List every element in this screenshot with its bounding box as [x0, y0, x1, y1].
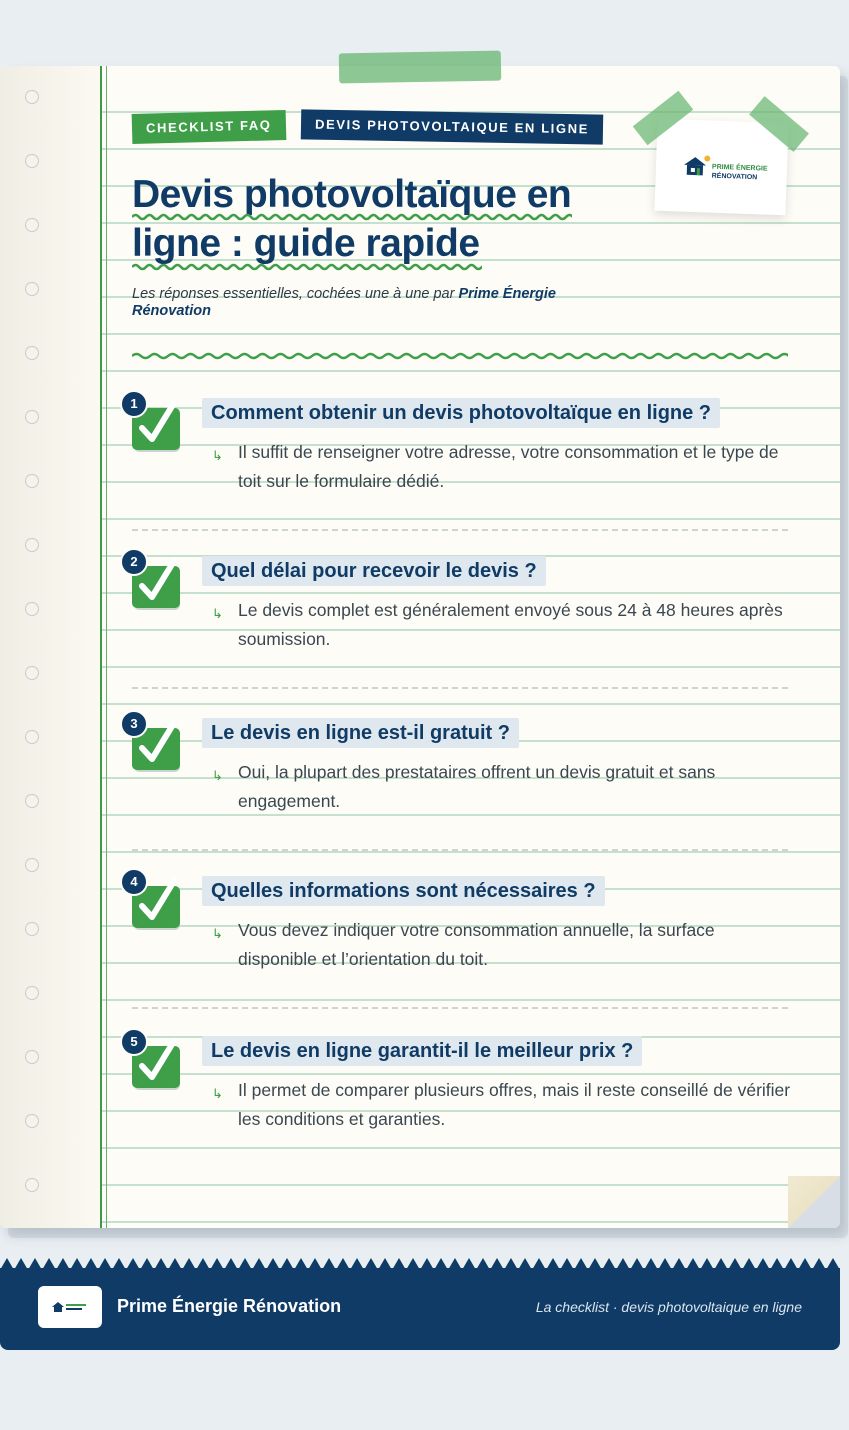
binder-hole [25, 474, 39, 488]
binder-hole [25, 346, 39, 360]
binder-hole [25, 730, 39, 744]
faq-answer: Il suffit de renseigner votre adresse, votre consommation et le type de toit sur le formulaire dédié. [238, 442, 779, 491]
subtitle-text: Les réponses essentielles, cochées une à une par [132, 286, 455, 302]
faq-divider [132, 849, 788, 851]
binder-hole [25, 90, 39, 104]
faq-answer: Oui, la plupart des prestataires offrent un devis gratuit et sans engagement. [238, 762, 716, 811]
margin-line-inner [106, 66, 107, 1228]
binder-hole [25, 1114, 39, 1128]
tag-topic: DEVIS PHOTOVOLTAIQUE EN LIGNE [301, 109, 603, 144]
section-divider-squiggle [132, 350, 788, 362]
page-fold-corner [788, 1176, 840, 1228]
item-number-badge: 3 [120, 710, 148, 738]
faq-answer: Il permet de comparer plusieurs offres, mais il reste conseillé de vérifier les conditions et garanties. [238, 1080, 791, 1129]
binder-hole [25, 922, 39, 936]
item-number-badge: 1 [120, 390, 148, 418]
binder-hole [25, 794, 39, 808]
subtitle-brand: Prime Énergie Rénovation [132, 286, 556, 319]
footer-logo [38, 1286, 102, 1328]
footer-brand: Prime Énergie Rénovation [117, 1296, 342, 1316]
faq-divider [132, 529, 788, 531]
binder-hole [25, 986, 39, 1000]
item-number-badge: 2 [120, 548, 148, 576]
tag-checklist: CHECKLIST FAQ [132, 110, 286, 144]
footer-tagline: La checklist · devis photovoltaique en ligne [535, 1299, 802, 1315]
margin-strip [0, 66, 100, 1228]
binder-hole [25, 1050, 39, 1064]
faq-answer: Vous devez indiquer votre consommation annuelle, la surface disponible et l’orientation du toit. [238, 920, 715, 969]
answer-arrow-icon: ↳ [212, 448, 223, 463]
faq-question: Comment obtenir un devis photovoltaïque en ligne ? [202, 398, 720, 428]
logo-line-2: RÉNOVATION [711, 172, 758, 182]
logo-wordmark [712, 163, 768, 183]
binder-hole [25, 1178, 39, 1192]
brand-logo-card [654, 119, 788, 216]
margin-line [100, 66, 102, 1228]
item-number-badge: 5 [120, 1028, 148, 1056]
title-underline-1 [132, 212, 572, 222]
faq-question: Le devis en ligne garantit-il le meilleur prix ? [202, 1036, 642, 1066]
tape-strip [339, 51, 501, 84]
title-underline-2 [132, 262, 482, 272]
answer-arrow-icon: ↳ [212, 1086, 223, 1101]
logo-line-1: PRIME ÉNERGIE [711, 163, 768, 173]
binder-hole [25, 602, 39, 616]
faq-answer: Le devis complet est généralement envoyé sous 24 à 48 heures après soumission. [238, 600, 783, 649]
answer-arrow-icon: ↳ [212, 606, 223, 621]
binder-hole [25, 538, 39, 552]
binder-hole [25, 410, 39, 424]
binder-hole [25, 218, 39, 232]
subtitle [132, 286, 602, 320]
footer-house-icon [52, 1301, 88, 1313]
binder-hole [25, 154, 39, 168]
item-number-badge: 4 [120, 868, 148, 896]
faq-divider [132, 1007, 788, 1009]
footer [0, 1268, 840, 1350]
house-logo-icon [682, 154, 713, 177]
binder-hole [25, 282, 39, 296]
page-title: Devis photovoltaïque en ligne : guide rapide [132, 173, 572, 265]
binder-hole [25, 858, 39, 872]
faq-question: Quel délai pour recevoir le devis ? [202, 556, 546, 586]
binder-hole [25, 666, 39, 680]
faq-question: Le devis en ligne est-il gratuit ? [202, 718, 519, 748]
faq-divider [132, 687, 788, 689]
answer-arrow-icon: ↳ [212, 926, 223, 941]
answer-arrow-icon: ↳ [212, 768, 223, 783]
faq-question: Quelles informations sont nécessaires ? [202, 876, 605, 906]
